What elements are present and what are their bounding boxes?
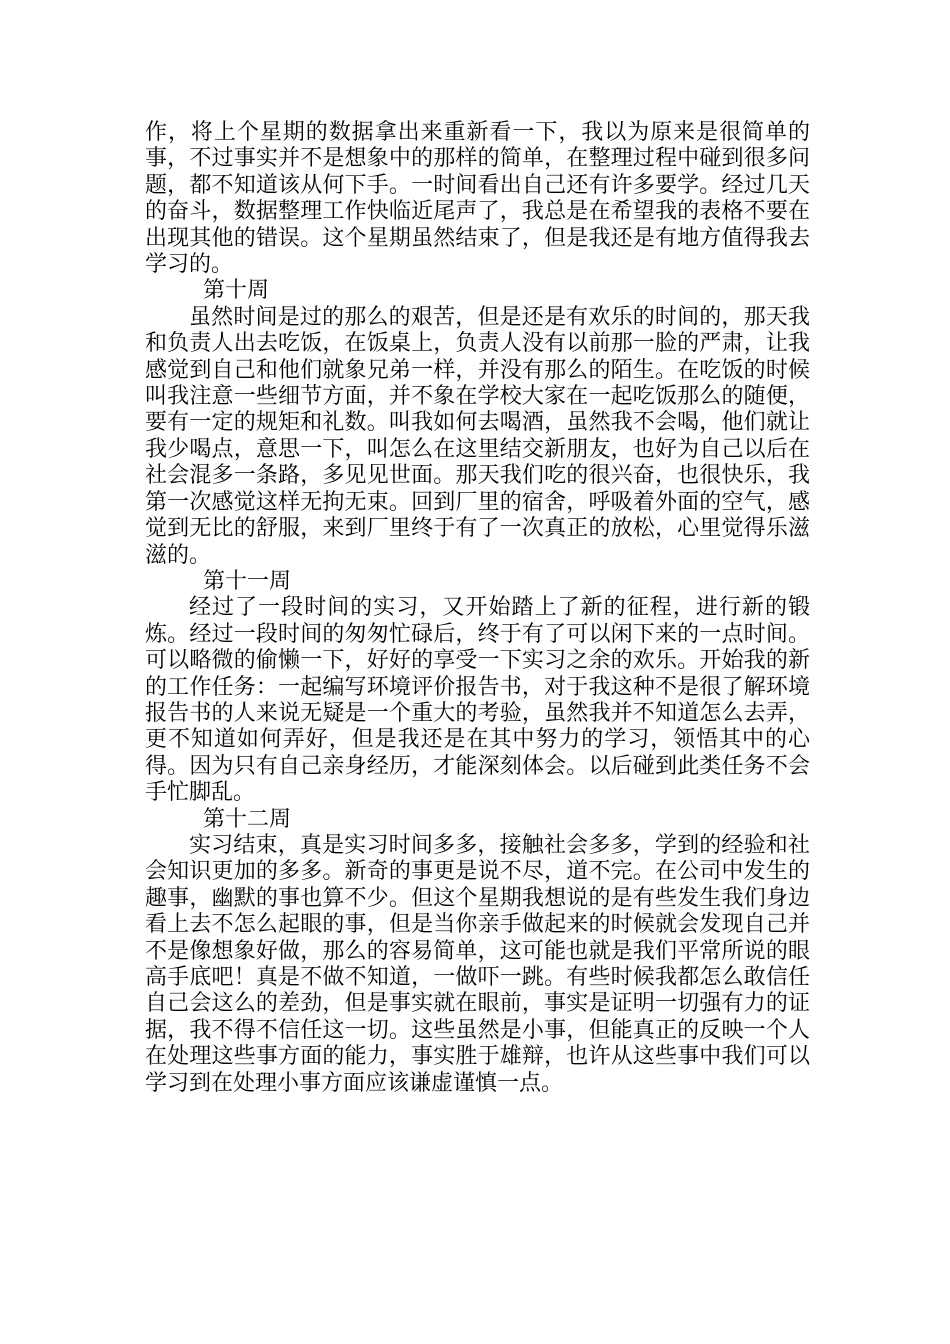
paragraph-week12: 实习结束，真是实习时间多多，接触社会多多，学到的经验和社会知识更加的多多。新奇的事更是说不尽，道不完。在公司中发生的趣事，幽默的事也算不少。但这个星期我想说的是有些发生我们身边看上去不怎么起眼的事，但是当你亲手做起来的时候就会发现自己并不是像想象好做，那么的容易简单，这可能也就是我们平常所说的眼高手底吧！真是不做不知道，一做吓一跳。有些时候我都怎么敢信任自己会这么的差劲，但是事实就在眼前，事实是证明一切强有力的证据，我不得不信任这一切。这些虽然是小事，但能真正的反映一个人在处理这些事方面的能力，事实胜于雄辩，也许从这些事中我们可以学习到在处理小事方面应该谦虚谨慎一点。 <box>145 832 810 1096</box>
document-page <box>145 120 810 1097</box>
paragraph-week10: 虽然时间是过的那么的艰苦，但是还是有欢乐的时间的，那天我和负责人出去吃饭，在饭桌上，负责人没有以前那一脸的严肃，让我感觉到自己和他们就象兄弟一样，并没有那么的陌生。在吃饭的时候叫我注意一些细节方面，并不象在学校大家在一起吃饭那么的随便，要有一定的规矩和礼数。叫我如何去喝酒，虽然我不会喝，他们就让我少喝点，意思一下，叫怎么在这里结交新朋友，也好为自己以后在社会混多一条路，多见见世面。那天我们吃的很兴奋，也很快乐，我第一次感觉这样无拘无束。回到厂里的宿舍，呼吸着外面的空气，感觉到无比的舒服，来到厂里终于有了一次真正的放松，心里觉得乐滋滋的。 <box>145 304 810 568</box>
paragraph-week9-continuation: 作，将上个星期的数据拿出来重新看一下，我以为原来是很简单的事，不过事实并不是想象中的那样的简单，在整理过程中碰到很多问题，都不知道该从何下手。一时间看出自己还有许多要学。经过几天的奋斗，数据整理工作快临近尾声了，我总是在希望我的表格不要在出现其他的错误。这个星期虽然结束了，但是我还是有地方值得我去学习的。 <box>145 120 810 278</box>
heading-week12: 第十二周 <box>203 806 292 832</box>
paragraph-week11: 经过了一段时间的实习，又开始踏上了新的征程，进行新的锻炼。经过一段时间的匆匆忙碌后，终于有了可以闲下来的一点时间。可以略微的偷懒一下，好好的享受一下实习之余的欢乐。开始我的新的工作任务：一起编写环境评价报告书，对于我这种不是很了解环境报告书的人来说无疑是一个重大的考验，虽然我并不知道怎么去弄，更不知道如何弄好，但是我还是在其中努力的学习，领悟其中的心得。因为只有自己亲身经历，才能深刻体会。以后碰到此类任务不会手忙脚乱。 <box>145 595 810 806</box>
heading-week11: 第十一周 <box>203 568 292 594</box>
heading-week10: 第十周 <box>203 278 270 304</box>
